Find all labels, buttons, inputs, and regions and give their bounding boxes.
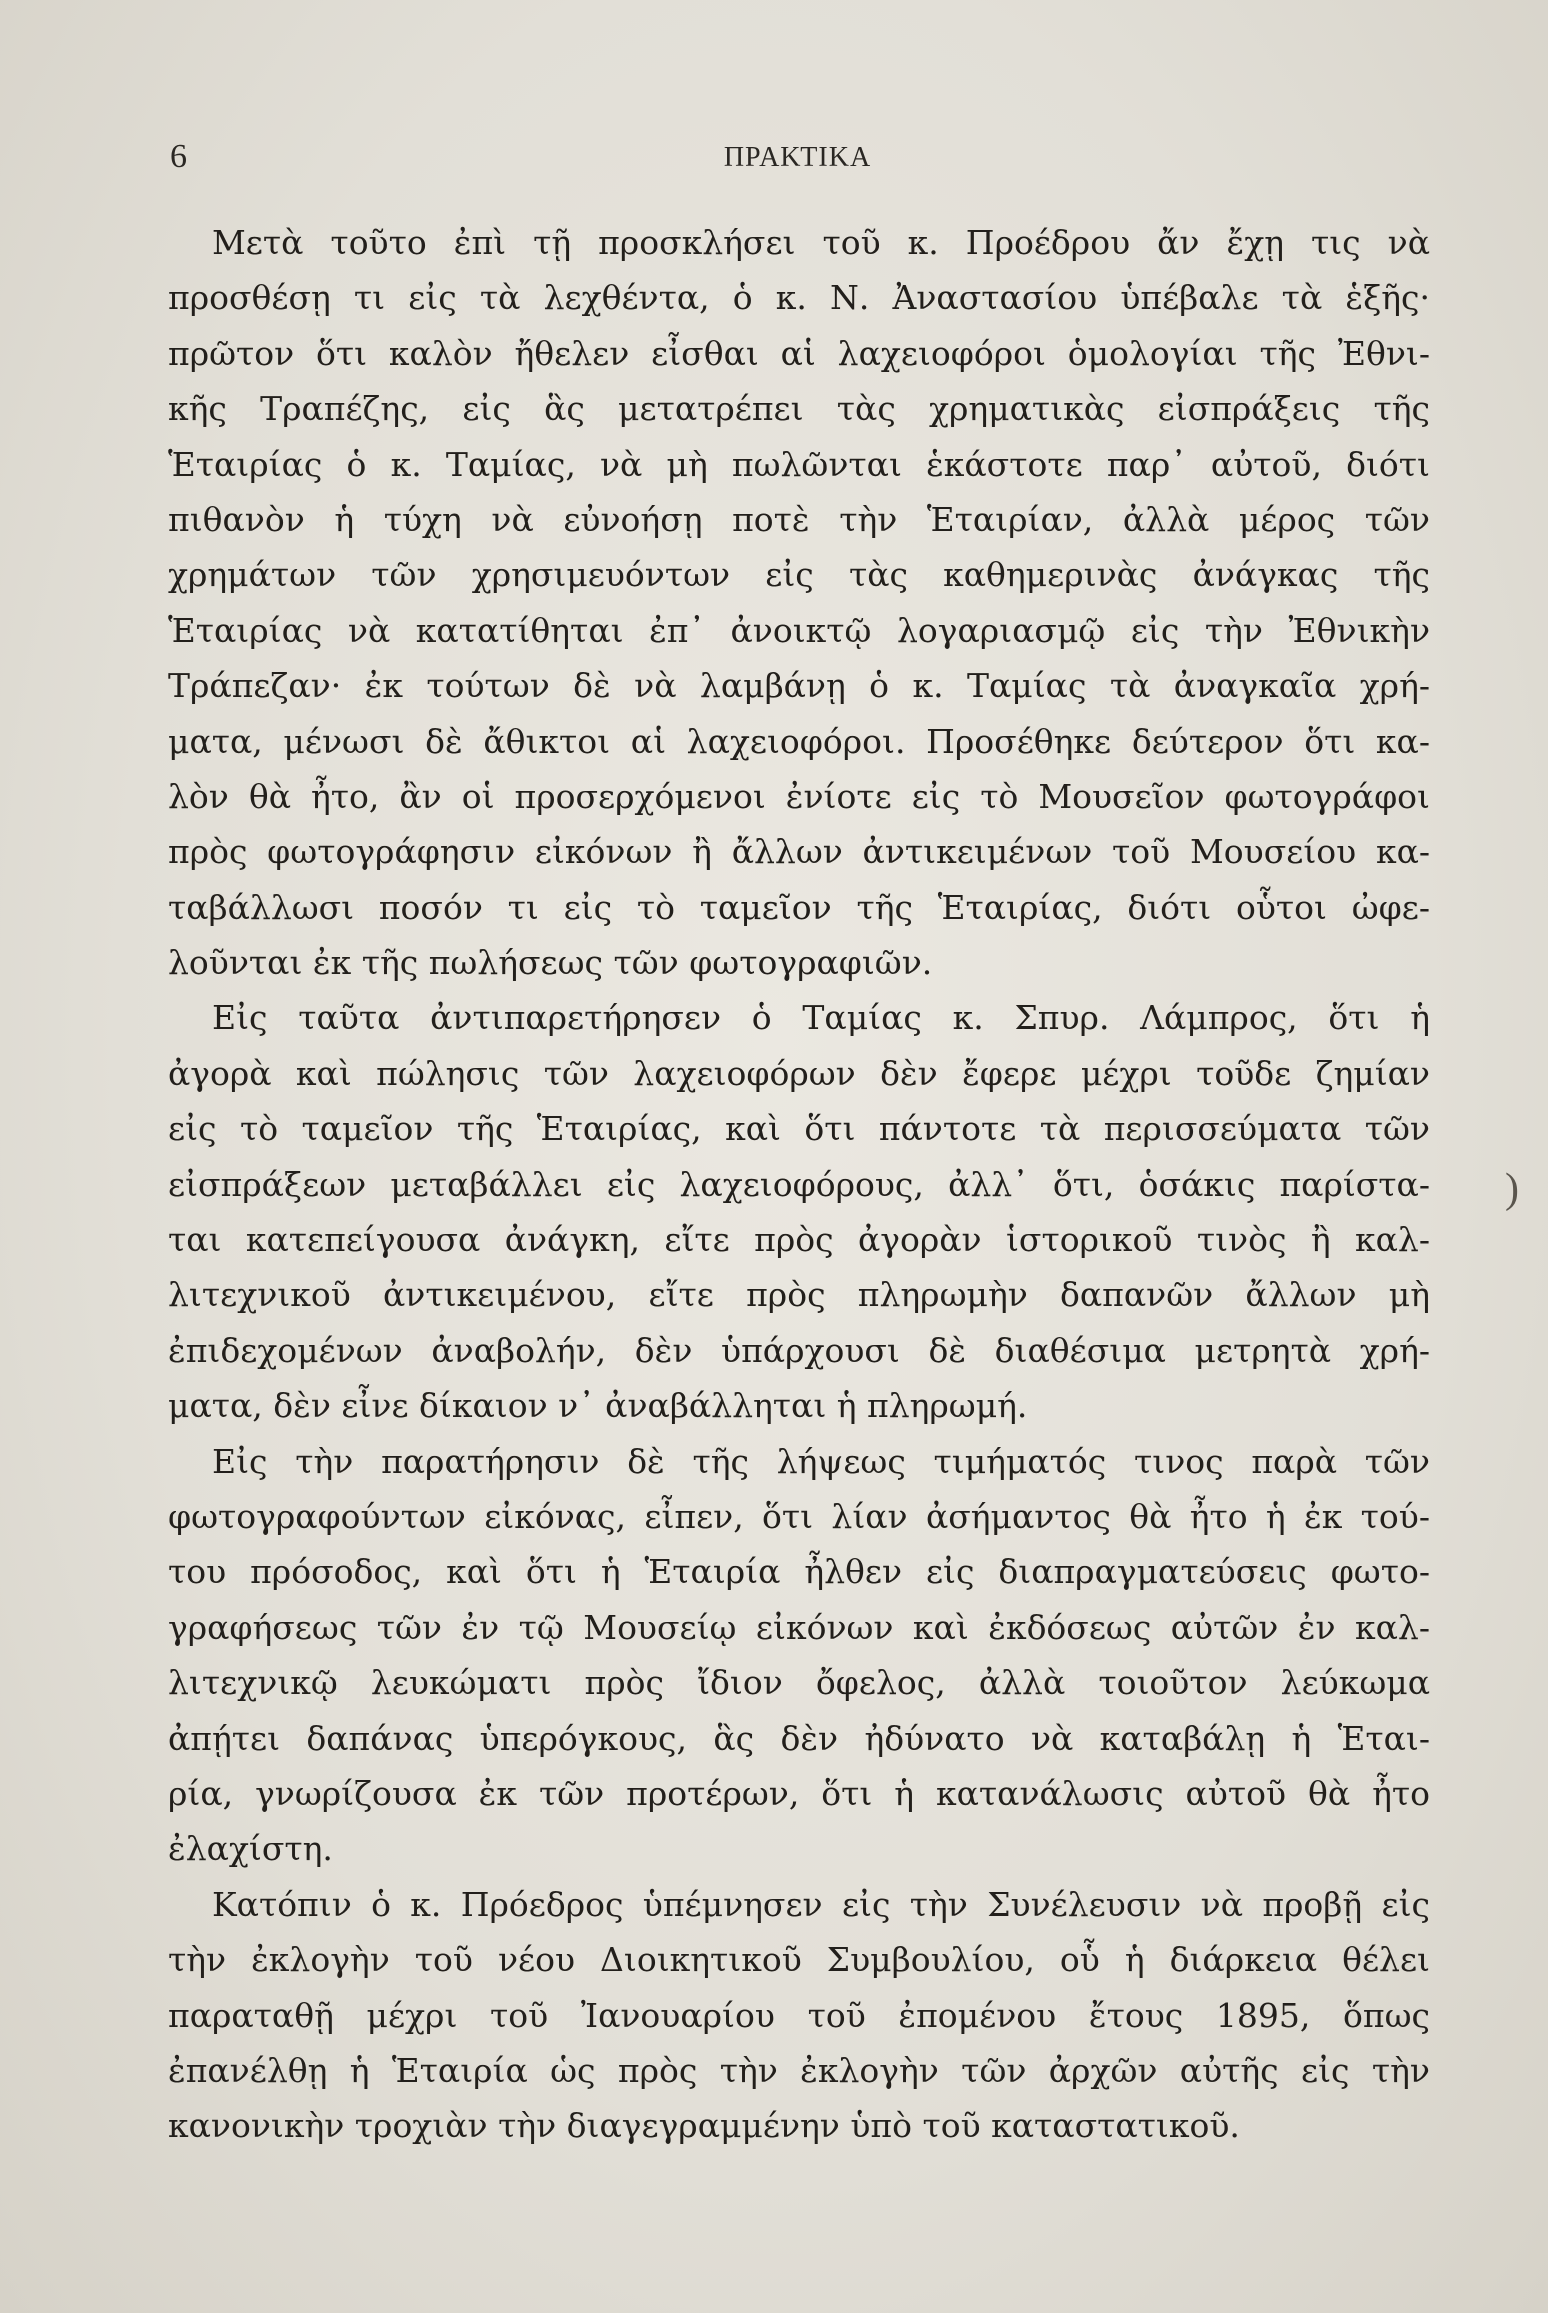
text-line: λοῦνται ἐκ τῆς πωλήσεως τῶν φωτογραφιῶν. — [168, 943, 933, 983]
text-line: ἐπιδεχομένων ἀναβολήν, δὲν ὑπάρχουσι δὲ διαθέσιμα μετρητὰ χρή- — [168, 1330, 1430, 1370]
text-line: του πρόσοδος, καὶ ὅτι ἡ Ἑταιρία ἦλθεν εἰς διαπραγματεύσεις φωτο- — [168, 1552, 1430, 1592]
paragraph — [168, 215, 1430, 990]
text-line: ἀπῄτει δαπάνας ὑπερόγκους, ἃς δὲν ἠδύνατο νὰ καταβάλῃ ἡ Ἑται- — [168, 1718, 1430, 1758]
text-line: λιτεχνικοῦ ἀντικειμένου, εἴτε πρὸς πληρωμὴν δαπανῶν ἄλλων μὴ — [168, 1275, 1430, 1315]
text-line: κῆς Τραπέζης, εἰς ἃς μετατρέπει τὰς χρηματικὰς εἰσπράξεις τῆς — [168, 389, 1430, 429]
text-line: ἐπανέλθῃ ἡ Ἑταιρία ὡς πρὸς τὴν ἐκλογὴν τῶν ἀρχῶν αὐτῆς εἰς τὴν — [168, 2050, 1430, 2090]
text-line: ἀγορὰ καὶ πώλησις τῶν λαχειοφόρων δὲν ἔφερε μέχρι τοῦδε ζημίαν — [168, 1053, 1430, 1093]
text-line: φωτογραφούντων εἰκόνας, εἶπεν, ὅτι λίαν ἀσήμαντος θὰ ἦτο ἡ ἐκ τού- — [168, 1496, 1430, 1536]
text-line: Ἑταιρίας νὰ κατατίθηται ἐπ᾽ ἀνοικτῷ λογαριασμῷ εἰς τὴν Ἐθνικὴν — [168, 610, 1430, 650]
text-line: ἐλαχίστη. — [168, 1829, 333, 1869]
text-line: γραφήσεως τῶν ἐν τῷ Μουσείῳ εἰκόνων καὶ ἐκδόσεως αὐτῶν ἐν καλ- — [168, 1607, 1430, 1647]
text-line: πρὸς φωτογράφησιν εἰκόνων ἢ ἄλλων ἀντικειμένων τοῦ Μουσείου κα- — [168, 832, 1430, 872]
text-line: ρία, γνωρίζουσα ἐκ τῶν προτέρων, ὅτι ἡ κατανάλωσις αὐτοῦ θὰ ἦτο — [168, 1773, 1430, 1813]
text-line: Εἰς ταῦτα ἀντιπαρετήρησεν ὁ Ταμίας κ. Σπυρ. Λάμπρος, ὅτι ἡ — [212, 998, 1430, 1038]
text-line: εἰσπράξεων μεταβάλλει εἰς λαχειοφόρους, ἀλλ᾽ ὅτι, ὁσάκις παρίστα- — [168, 1164, 1430, 1204]
body-text — [168, 215, 1430, 2154]
paragraph — [168, 1877, 1430, 2154]
text-line: ται κατεπείγουσα ἀνάγκη, εἴτε πρὸς ἀγορὰν ἱστορικοῦ τινὸς ἢ καλ- — [168, 1220, 1430, 1260]
text-line: πρῶτον ὅτι καλὸν ἤθελεν εἶσθαι αἱ λαχειοφόροι ὁμολογίαι τῆς Ἐθνι- — [168, 333, 1430, 373]
page-number: 6 — [170, 138, 187, 175]
text-line: Μετὰ τοῦτο ἐπὶ τῇ προσκλήσει τοῦ κ. Προέδρου ἄν ἔχῃ τις νὰ — [212, 223, 1430, 262]
paragraph — [168, 990, 1430, 1433]
text-line: χρημάτων τῶν χρησιμευόντων εἰς τὰς καθημερινὰς ἀνάγκας τῆς — [168, 555, 1430, 595]
text-line: Εἰς τὴν παρατήρησιν δὲ τῆς λήψεως τιμήματός τινος παρὰ τῶν — [212, 1441, 1430, 1481]
running-title: ΠΡΑΚΤΙΚΑ — [723, 142, 872, 173]
margin-mark: ) — [1505, 1166, 1519, 1212]
text-line: Ἑταιρίας ὁ κ. Ταμίας, νὰ μὴ πωλῶνται ἑκάστοτε παρ᾽ αὐτοῦ, διότι — [168, 444, 1430, 484]
text-line: παραταθῇ μέχρι τοῦ Ἰανουαρίου τοῦ ἐπομένου ἔτους 1895, ὅπως — [168, 1995, 1430, 2035]
text-line: ματα, δὲν εἶνε δίκαιον ν᾽ ἀναβάλληται ἡ πληρωμή. — [168, 1386, 1028, 1426]
text-line: λιτεχνικῷ λευκώματι πρὸς ἴδιον ὄφελος, ἀλλὰ τοιοῦτον λεύκωμα — [168, 1663, 1430, 1703]
text-line: ταβάλλωσι ποσόν τι εἰς τὸ ταμεῖον τῆς Ἑταιρίας, διότι οὗτοι ὠφε- — [168, 887, 1430, 927]
text-line: Τράπεζαν· ἐκ τούτων δὲ νὰ λαμβάνῃ ὁ κ. Ταμίας τὰ ἀναγκαῖα χρή- — [168, 666, 1430, 706]
text-line: λὸν θὰ ἦτο, ἂν οἱ προσερχόμενοι ἐνίοτε εἰς τὸ Μουσεῖον φωτογράφοι — [168, 776, 1430, 816]
text-line: προσθέσῃ τι εἰς τὰ λεχθέντα, ὁ κ. Ν. Ἀναστασίου ὑπέβαλε τὰ ἑξῆς· — [168, 278, 1430, 318]
text-line: ματα, μένωσι δὲ ἄθικτοι αἱ λαχειοφόροι. Προσέθηκε δεύτερον ὅτι κα- — [168, 721, 1430, 761]
text-line: κανονικὴν τροχιὰν τὴν διαγεγραμμένην ὑπὸ τοῦ καταστατικοῦ. — [168, 2106, 1240, 2146]
text-line: τὴν ἐκλογὴν τοῦ νέου Διοικητικοῦ Συμβουλίου, οὗ ἡ διάρκεια θέλει — [168, 1940, 1430, 1980]
text-line: Κατόπιν ὁ κ. Πρόεδρος ὑπέμνησεν εἰς τὴν Συνέλευσιν νὰ προβῇ εἰς — [212, 1884, 1430, 1924]
text-line: πιθανὸν ἡ τύχη νὰ εὐνοήσῃ ποτὲ τὴν Ἑταιρίαν, ἀλλὰ μέρος τῶν — [168, 499, 1430, 539]
text-line: εἰς τὸ ταμεῖον τῆς Ἑταιρίας, καὶ ὅτι πάντοτε τὰ περισσεύματα τῶν — [168, 1109, 1430, 1149]
paragraph — [168, 1434, 1430, 1877]
page-header — [170, 138, 1425, 198]
